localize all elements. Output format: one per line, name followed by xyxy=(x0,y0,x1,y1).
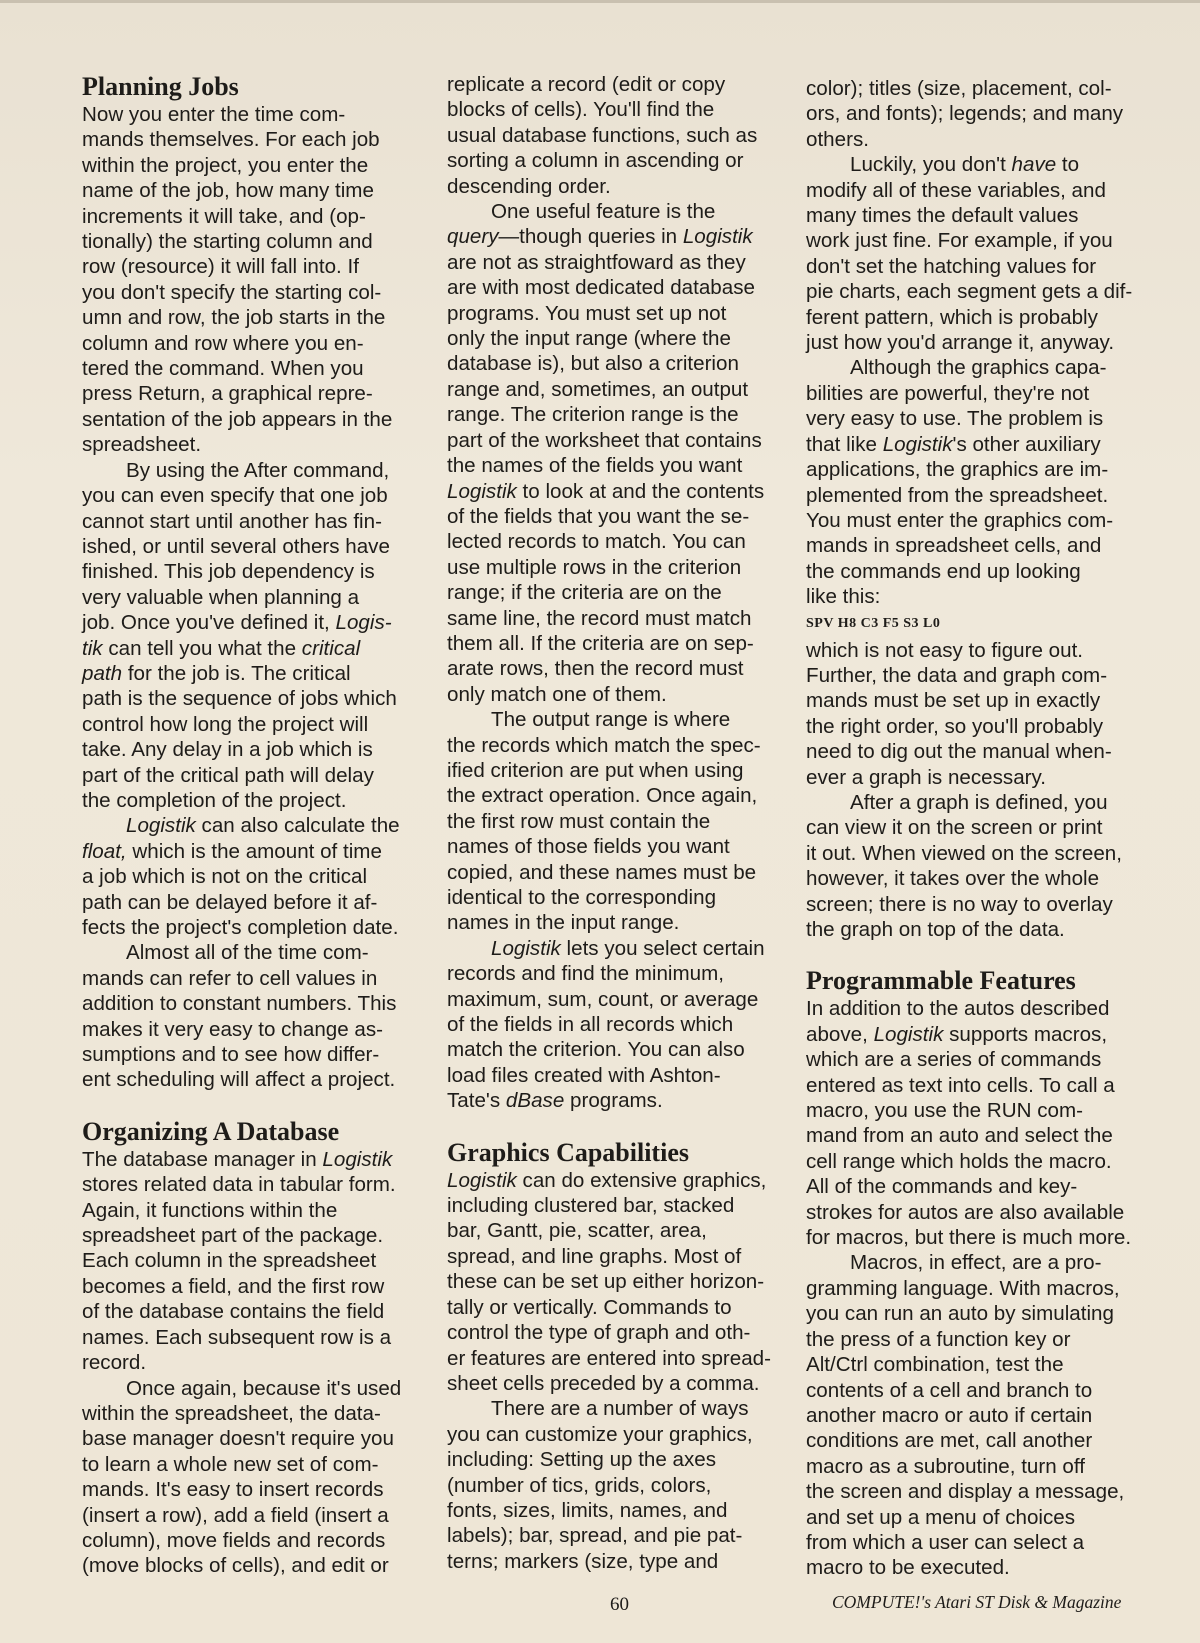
text-line: stores related data in tabular form. xyxy=(82,1173,396,1197)
text-line: path can be delayed before it af- xyxy=(82,890,378,914)
text-line: sentation of the job appears in the xyxy=(82,407,393,431)
text-line: you can run an auto by simulating xyxy=(806,1302,1114,1326)
text-line: like this: xyxy=(806,585,881,609)
text-line: macro to be executed. xyxy=(806,1556,1010,1580)
text-line: only the input range (where the xyxy=(447,327,731,351)
paragraph xyxy=(806,790,1164,942)
text-line: entered as text into cells. To call a xyxy=(806,1073,1115,1097)
text-line: The database manager in Logistik xyxy=(82,1147,393,1171)
heading-organizing-database: Organizing A Database xyxy=(82,1116,340,1146)
text-line: mands. It's easy to insert records xyxy=(82,1478,384,1502)
text-line: names. Each subsequent row is a xyxy=(82,1325,392,1349)
paragraph xyxy=(82,864,420,940)
text-line: bar, Gantt, pie, scatter, area, xyxy=(447,1219,707,1243)
text-line: arate rows, then the record must xyxy=(447,657,744,681)
text-line: another macro or auto if certain xyxy=(806,1403,1093,1427)
text-line: tik can tell you what the critical xyxy=(82,636,361,660)
page-edge xyxy=(0,0,1200,3)
text-line: above, Logistik supports macros, xyxy=(806,1022,1108,1046)
text-line: within the spreadsheet, the data- xyxy=(82,1401,381,1425)
text-line: part of the critical path will delay xyxy=(82,763,374,787)
text-line: macro, you use the RUN com- xyxy=(806,1099,1083,1123)
text-line: mands in spreadsheet cells, and xyxy=(806,534,1102,558)
text-line: Logistik can also calculate the xyxy=(126,814,400,838)
text-line: One useful feature is the xyxy=(491,200,716,224)
text-line: names of those fields you want xyxy=(447,835,730,859)
text-line: color); titles (size, placement, col- xyxy=(806,77,1112,100)
graphics-command-example: SPV H8 C3 F5 S3 L0 xyxy=(806,615,941,631)
text-line: names in the input range. xyxy=(447,911,680,935)
text-line: After a graph is defined, you xyxy=(850,790,1108,814)
text-line: lected records to match. You can xyxy=(447,530,746,554)
text-line: same line, the record must match xyxy=(447,606,752,630)
text-line: you don't specify the starting col- xyxy=(82,280,382,304)
text-line: You must enter the graphics com- xyxy=(806,508,1114,532)
text-line: need to dig out the manual when- xyxy=(806,740,1112,764)
text-line: plemented from the spreadsheet. xyxy=(806,483,1109,507)
text-line: sumptions and to see how differ- xyxy=(82,1043,380,1067)
text-line: query—though queries in Logistik xyxy=(447,225,753,249)
text-line: the extract operation. Once again, xyxy=(447,784,758,808)
text-line: screen; there is no way to overlay xyxy=(806,892,1113,916)
text-line: that like Logistik's other auxiliary xyxy=(806,432,1101,456)
text-line: (insert a row), add a field (insert a xyxy=(82,1503,389,1527)
text-line: mands themselves. For each job xyxy=(82,128,380,152)
text-line: ished, or until several others have xyxy=(82,534,390,558)
text-line: contents of a cell and branch to xyxy=(806,1378,1093,1402)
text-line: ever a graph is necessary. xyxy=(806,765,1046,789)
text-line: don't set the hatching values for xyxy=(806,254,1097,278)
text-line: maximum, sum, count, or average xyxy=(447,987,759,1011)
text-line: of the database contains the field xyxy=(82,1300,385,1324)
text-line: path for the job is. The critical xyxy=(82,661,351,685)
text-line: makes it very easy to change as- xyxy=(82,1017,384,1041)
text-line: Now you enter the time com- xyxy=(82,103,346,126)
text-line: tally or vertically. Commands to xyxy=(447,1295,732,1319)
paragraph xyxy=(82,686,420,813)
text-line: Further, the data and graph com- xyxy=(806,663,1108,687)
text-line: records and find the minimum, xyxy=(447,962,724,986)
text-line: the names of the fields you want xyxy=(447,454,743,478)
text-line: addition to constant numbers. This xyxy=(82,992,397,1016)
text-line: control how long the project will xyxy=(82,712,369,736)
paragraph xyxy=(806,355,1164,431)
text-line: the screen and display a message, xyxy=(806,1480,1125,1504)
text-line: Again, it functions within the xyxy=(82,1198,338,1222)
text-line: programs. You must set up not xyxy=(447,301,727,325)
spacer xyxy=(447,1114,777,1138)
paragraph xyxy=(806,178,1164,356)
paragraph xyxy=(806,76,1164,152)
paragraph xyxy=(82,458,420,610)
magazine-title: COMPUTE!'s Atari ST Disk & Magazine xyxy=(832,1592,1122,1612)
text-line: macro as a subroutine, turn off xyxy=(806,1454,1085,1478)
text-line: row (resource) it will fall into. If xyxy=(82,255,359,279)
text-line: fects the project's completion date. xyxy=(82,916,399,939)
text-line: including clustered bar, stacked xyxy=(447,1194,735,1218)
text-line: the commands end up looking xyxy=(806,559,1081,583)
text-line: base manager doesn't require you xyxy=(82,1427,394,1451)
text-line: of the fields in all records which xyxy=(447,1013,734,1037)
paragraph xyxy=(806,638,1164,790)
text-line: labels); bar, spread, and pie pat- xyxy=(447,1524,743,1548)
page-number: 60 xyxy=(610,1594,629,1615)
heading-graphics-capabilities: Graphics Capabilities xyxy=(447,1137,689,1167)
text-line: including: Setting up the axes xyxy=(447,1448,717,1472)
text-line: tered the command. When you xyxy=(82,357,364,381)
text-line: very valuable when planning a xyxy=(82,585,360,609)
text-line: ent scheduling will affect a project. xyxy=(82,1068,396,1092)
text-line: In addition to the autos described xyxy=(806,997,1110,1021)
text-line: you can customize your graphics, xyxy=(447,1422,753,1446)
text-line: Alt/Ctrl combination, test the xyxy=(806,1353,1064,1377)
spacer xyxy=(806,942,1164,966)
text-line: mands can refer to cell values in xyxy=(82,966,378,990)
text-line: identical to the corresponding xyxy=(447,886,717,909)
text-line: gramming language. With macros, xyxy=(806,1276,1120,1300)
text-line: (move blocks of cells), and edit or xyxy=(82,1554,389,1578)
text-line: use multiple rows in the criterion xyxy=(447,555,742,579)
text-line: job. Once you've defined it, Logis- xyxy=(82,611,392,635)
text-line: Once again, because it's used xyxy=(126,1376,402,1400)
text-line: (number of tics, grids, colors, xyxy=(447,1473,712,1497)
text-line: it out. When viewed on the screen, xyxy=(806,841,1122,865)
text-line: sorting a column in ascending or xyxy=(447,149,744,173)
text-line: are not as straightfoward as they xyxy=(447,250,746,274)
spacer xyxy=(82,1093,420,1117)
text-line: The output range is where xyxy=(491,708,731,732)
text-line: them all. If the criteria are on sep- xyxy=(447,631,754,655)
text-line: Luckily, you don't have to xyxy=(850,153,1080,177)
text-line: range; if the criteria are on the xyxy=(447,581,722,605)
text-line: Logistik to look at and the contents xyxy=(447,479,765,503)
paragraph xyxy=(447,961,777,1088)
text-line: the graph on top of the data. xyxy=(806,918,1065,941)
text-line: float, which is the amount of time xyxy=(82,839,382,863)
paragraph xyxy=(806,457,1164,609)
text-line: database is), but also a criterion xyxy=(447,352,739,376)
text-line: others. xyxy=(806,127,869,151)
text-line: many times the default values xyxy=(806,204,1079,228)
text-line: the records which match the spec- xyxy=(447,733,761,757)
text-line: spread, and line graphs. Most of xyxy=(447,1244,742,1268)
text-line: you can even specify that one job xyxy=(82,484,388,508)
text-line: however, it takes over the whole xyxy=(806,867,1100,891)
paragraph xyxy=(447,1193,777,1396)
text-line: terns; markers (size, type and xyxy=(447,1549,719,1573)
text-line: for macros, but there is much more. xyxy=(806,1226,1132,1250)
text-line: sheet cells preceded by a comma. xyxy=(447,1371,760,1395)
text-line: of the fields that you want the se- xyxy=(447,504,750,528)
text-line: conditions are met, call another xyxy=(806,1429,1093,1453)
text-line: Each column in the spreadsheet xyxy=(82,1249,377,1273)
heading-programmable-features: Programmable Features xyxy=(806,966,1076,996)
text-line: a job which is not on the critical xyxy=(82,865,368,889)
text-line: mand from an auto and select the xyxy=(806,1124,1113,1148)
paragraph xyxy=(806,1047,1164,1250)
text-line: which are a series of commands xyxy=(806,1048,1102,1072)
text-line: these can be set up either horizon- xyxy=(447,1270,765,1294)
column-3 xyxy=(806,76,1164,1581)
text-line: All of the commands and key- xyxy=(806,1175,1078,1199)
text-line: within the project, you enter the xyxy=(82,153,369,177)
text-line: match the criterion. You can also xyxy=(447,1038,745,1062)
text-line: modify all of these variables, and xyxy=(806,178,1106,202)
text-line: to learn a whole new set of com- xyxy=(82,1452,379,1476)
text-line: tionally) the starting column and xyxy=(82,230,373,254)
column-2 xyxy=(447,72,777,1574)
text-line: finished. This job dependency is xyxy=(82,560,375,584)
text-line: can view it on the screen or print xyxy=(806,816,1103,840)
text-line: take. Any delay in a job which is xyxy=(82,738,373,762)
text-line: the first row must contain the xyxy=(447,809,711,833)
paragraph xyxy=(447,250,777,479)
text-line: the completion of the project. xyxy=(82,788,347,812)
paragraph xyxy=(82,940,420,1092)
text-line: cell range which holds the macro. xyxy=(806,1149,1112,1173)
text-line: copied, and these names must be xyxy=(447,860,757,884)
text-line: work just fine. For example, if you xyxy=(806,229,1113,253)
text-line: which is not easy to figure out. xyxy=(806,638,1084,662)
text-line: increments it will take, and (op- xyxy=(82,204,366,228)
text-line: mands must be set up in exactly xyxy=(806,689,1101,713)
text-line: blocks of cells). You'll find the xyxy=(447,98,715,122)
paragraph xyxy=(82,102,420,458)
text-line: only match one of them. xyxy=(447,682,667,706)
text-line: cannot start until another has fin- xyxy=(82,509,382,533)
text-line: press Return, a graphical repre- xyxy=(82,382,373,406)
text-line: Logistik lets you select certain xyxy=(491,936,765,960)
paragraph xyxy=(447,504,777,707)
text-line: By using the After command, xyxy=(126,458,390,482)
text-line: descending order. xyxy=(447,174,611,198)
text-line: part of the worksheet that contains xyxy=(447,428,762,452)
text-line: Logistik can do extensive graphics, xyxy=(447,1168,767,1192)
paragraph xyxy=(447,707,777,936)
text-line: column and row where you en- xyxy=(82,331,364,355)
text-line: name of the job, how many time xyxy=(82,179,374,203)
text-line: pie charts, each segment gets a dif- xyxy=(806,280,1133,304)
text-line: ors, and fonts); legends; and many xyxy=(806,102,1124,126)
text-line: replicate a record (edit or copy xyxy=(447,73,726,96)
text-line: are with most dedicated database xyxy=(447,276,755,300)
text-line: column), move fields and records xyxy=(82,1528,386,1552)
text-line: bilities are powerful, they're not xyxy=(806,381,1090,405)
text-line: from which a user can select a xyxy=(806,1530,1085,1554)
paragraph xyxy=(82,1172,420,1375)
text-line: Almost all of the time com- xyxy=(126,941,369,965)
text-line: Macros, in effect, are a pro- xyxy=(850,1251,1102,1275)
text-line: very easy to use. The problem is xyxy=(806,407,1104,431)
text-line: Although the graphics capa- xyxy=(850,356,1107,380)
text-line: control the type of graph and oth- xyxy=(447,1321,751,1345)
column-1 xyxy=(82,72,420,1579)
text-line: strokes for autos are also available xyxy=(806,1200,1125,1224)
text-line: and set up a menu of choices xyxy=(806,1505,1076,1529)
text-line: There are a number of ways xyxy=(491,1397,749,1421)
text-line: fonts, sizes, limits, names, and xyxy=(447,1498,728,1522)
paragraph xyxy=(447,1396,777,1574)
text-line: usual database functions, such as xyxy=(447,123,758,147)
text-line: spreadsheet part of the package. xyxy=(82,1224,384,1248)
text-line: becomes a field, and the first row xyxy=(82,1274,385,1298)
text-line: umn and row, the job starts in the xyxy=(82,306,386,330)
heading-planning-jobs: Planning Jobs xyxy=(82,72,239,101)
text-line: er features are entered into spread- xyxy=(447,1346,771,1370)
text-line: applications, the graphics are im- xyxy=(806,458,1109,482)
text-line: the right order, so you'll probably xyxy=(806,714,1103,738)
text-line: spreadsheet. xyxy=(82,433,202,457)
text-line: range. The criterion range is the xyxy=(447,403,739,427)
text-line: path is the sequence of jobs which xyxy=(82,687,397,711)
text-line: load files created with Ashton- xyxy=(447,1063,721,1087)
paragraph xyxy=(806,1250,1164,1580)
text-line: ified criterion are put when using xyxy=(447,758,744,782)
paragraph xyxy=(447,72,777,199)
text-line: Tate's dBase programs. xyxy=(447,1089,663,1113)
text-line: ferent pattern, which is probably xyxy=(806,305,1098,329)
text-line: just how you'd arrange it, anyway. xyxy=(806,331,1115,355)
paragraph xyxy=(82,1376,420,1579)
text-line: record. xyxy=(82,1351,147,1375)
text-line: range and, sometimes, an output xyxy=(447,377,749,401)
text-line: the press of a function key or xyxy=(806,1327,1071,1351)
